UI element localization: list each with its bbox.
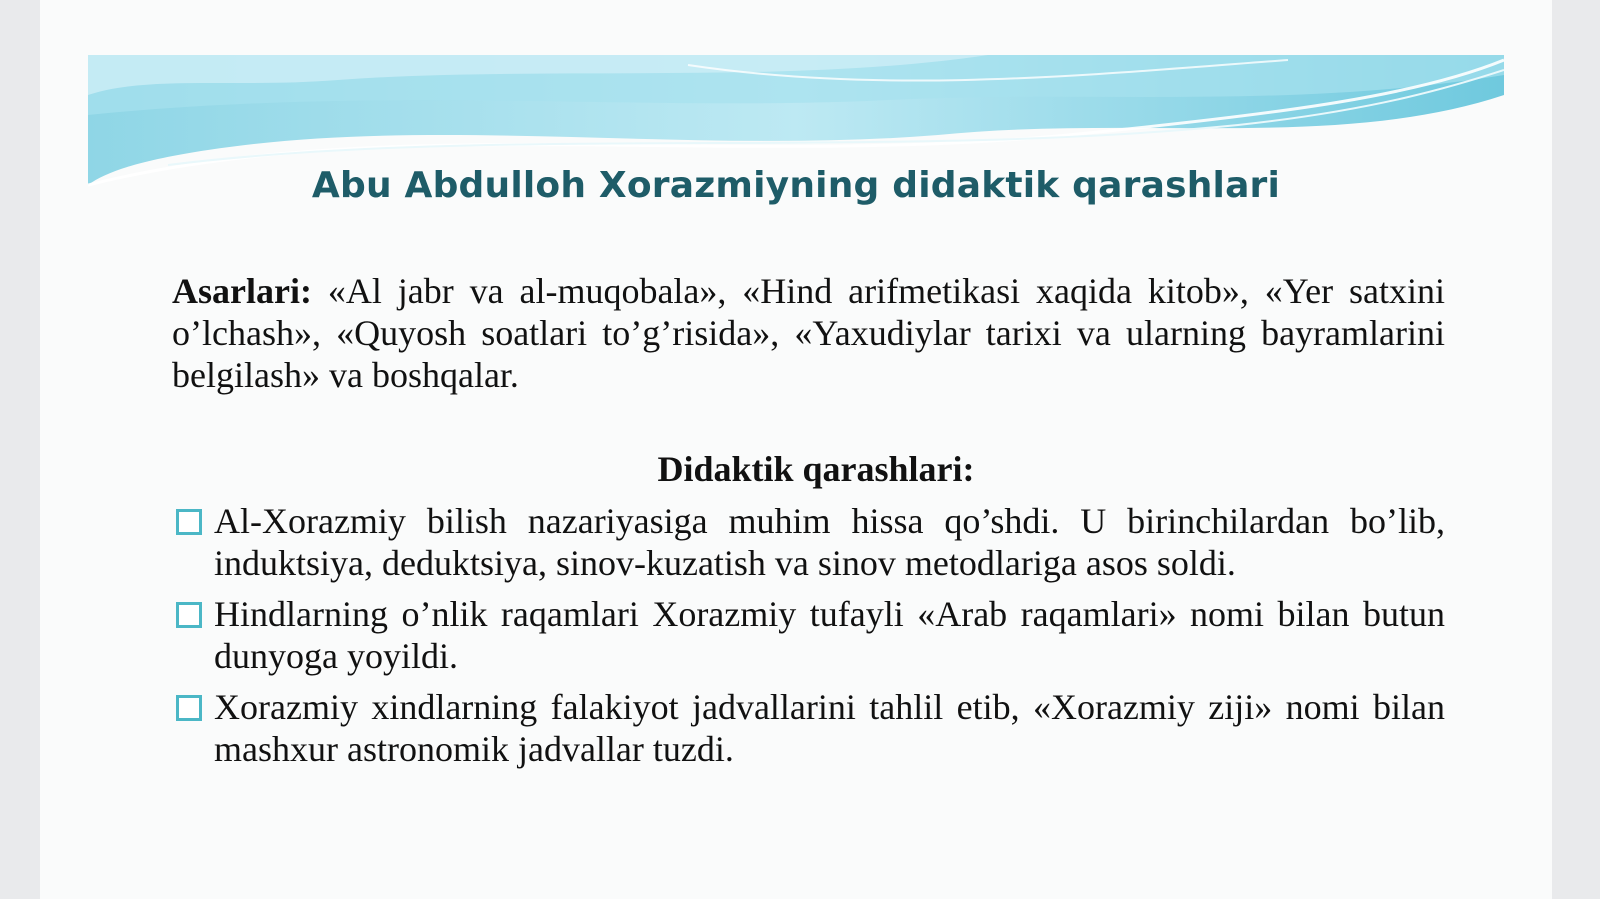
section-subheading: Didaktik qarashlari:: [657, 449, 975, 489]
page-title: Abu Abdulloh Xorazmiyning didaktik qarashlari: [311, 165, 1281, 206]
checkbox-bullet-icon: [176, 602, 202, 628]
bullet-text: Xorazmiy xindlarning falakiyot jadvallarini tahlil etib, «Xorazmiy ziji» nomi bilan mashxur astronomik jadvallar tuzdi.: [214, 687, 1445, 769]
list-item: [172, 500, 1445, 584]
bullet-text: Al-Xorazmiy bilish nazariyasiga muhim hissa qo’shdi. U birinchilardan bo’lib, induktsiya, deduktsiya, sinov-kuzatish va sinov metodlariga asos soldi.: [214, 501, 1445, 583]
works-paragraph: [172, 270, 1445, 396]
bullet-text: Hindlarning o’nlik raqamlari Xorazmiy tufayli «Arab raqamlari» nomi bilan butun dunyoga yoyildi.: [214, 594, 1445, 676]
checkbox-bullet-icon: [176, 509, 202, 535]
slide: [40, 0, 1552, 899]
list-item: [172, 593, 1445, 677]
works-label: Asarlari:: [172, 271, 312, 311]
works-text: «Al jabr va al-muqobala», «Hind arifmetikasi xaqida kitob», «Yer satxini o’lchash», «Quyosh soatlari to’g’risida», «Yaxudiylar tarixi va ularning bayramlarini belgilash» va boshqalar.: [172, 271, 1445, 395]
list-item: [172, 686, 1445, 770]
bullet-list: [172, 500, 1445, 779]
checkbox-bullet-icon: [176, 695, 202, 721]
